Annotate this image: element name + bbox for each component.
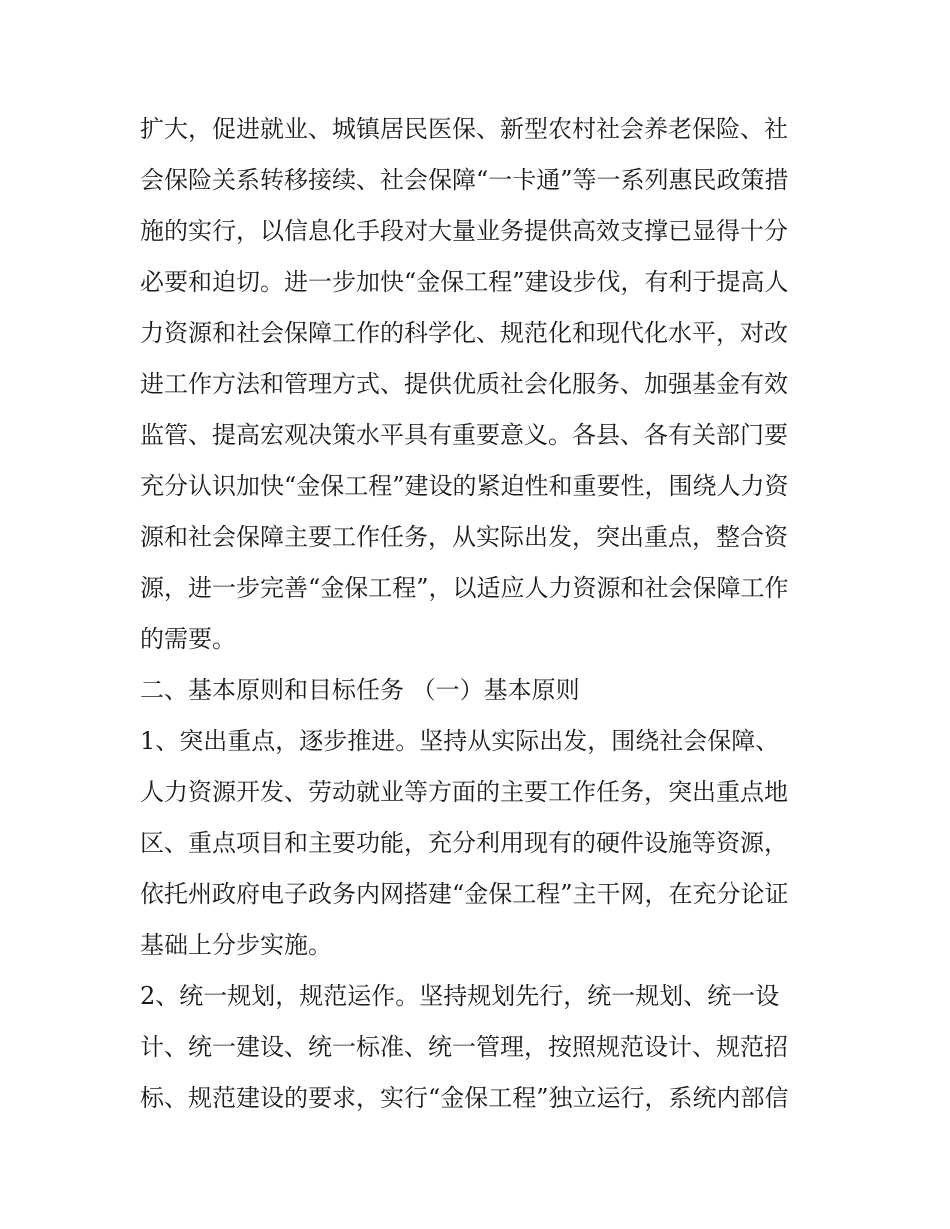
section-heading: 二、基本原则和目标任务 （一）基本原则 bbox=[140, 676, 580, 704]
text-line: 2、统一规划，规范运作。坚持规划先行，统一规划、统一设 bbox=[140, 982, 780, 1010]
text-line: 源，进一步完善“金保工程”，以适应人力资源和社会保障工作 bbox=[140, 574, 789, 602]
text-line: 会保险关系转移接续、社会保障“一卡通”等一系列惠民政策措 bbox=[140, 166, 789, 194]
text-line: 施的实行，以信息化手段对大量业务提供高效支撑已显得十分 bbox=[140, 217, 788, 245]
text-line: 标、规范建设的要求，实行“金保工程”独立运行，系统内部信 bbox=[140, 1084, 789, 1112]
text-line: 计、统一建设、统一标准、统一管理，按照规范设计、规范招 bbox=[140, 1033, 788, 1061]
text-line: 进工作方法和管理方式、提供优质社会化服务、加强基金有效 bbox=[140, 370, 788, 398]
text-line: 人力资源开发、劳动就业等方面的主要工作任务，突出重点地 bbox=[140, 778, 788, 806]
text-line: 力资源和社会保障工作的科学化、规范化和现代化水平，对改 bbox=[140, 319, 788, 347]
text-line: 1、突出重点，逐步推进。坚持从实际出发，围绕社会保障、 bbox=[140, 727, 780, 755]
text-line: 必要和迫切。进一步加快“金保工程”建设步伐，有利于提高人 bbox=[140, 268, 789, 296]
text-line: 区、重点项目和主要功能，充分利用现有的硬件设施等资源， bbox=[140, 829, 788, 857]
text-line: 充分认识加快“金保工程”建设的紧迫性和重要性，围绕人力资 bbox=[140, 472, 789, 500]
text-line: 源和社会保障主要工作任务，从实际出发，突出重点，整合资 bbox=[140, 523, 788, 551]
text-line: 扩大，促进就业、城镇居民医保、新型农村社会养老保险、社 bbox=[140, 115, 788, 143]
text-line: 监管、提高宏观决策水平具有重要意义。各县、各有关部门要 bbox=[140, 421, 788, 449]
text-line: 的需要。 bbox=[140, 625, 236, 653]
text-line: 依托州政府电子政务内网搭建“金保工程”主干网，在充分论证 bbox=[140, 880, 789, 908]
text-line: 基础上分步实施。 bbox=[140, 931, 332, 959]
